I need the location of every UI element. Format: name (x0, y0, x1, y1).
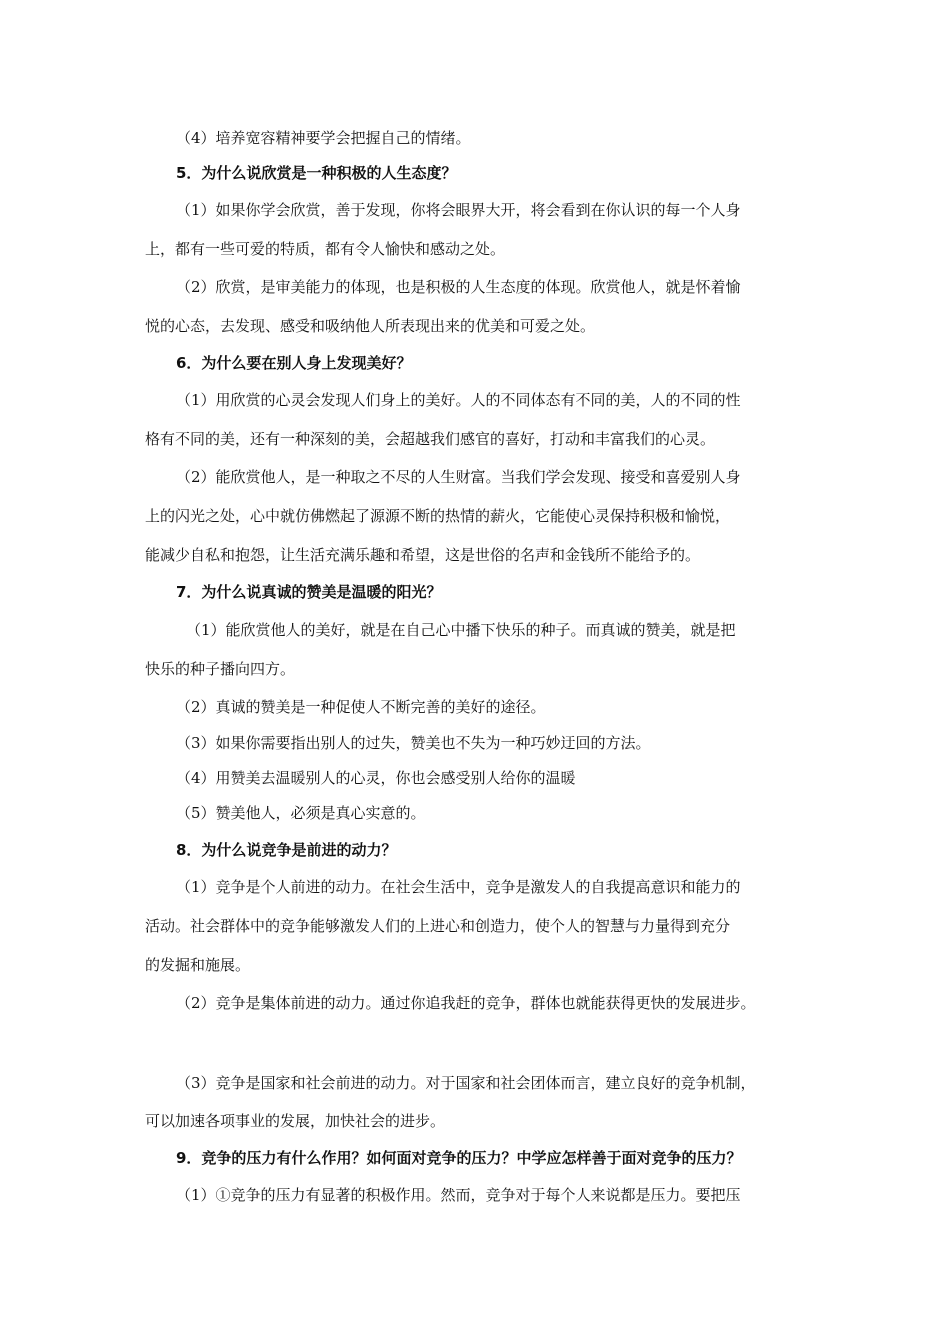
text-line: （2）竞争是集体前进的动力。通过你追我赶的竞争，群体也就能获得更快的发展进步。 (176, 994, 756, 1012)
text-line: （4）用赞美去温暖别人的心灵，你也会感受别人给你的温暖 (176, 769, 576, 787)
text-line: 可以加速各项事业的发展，加快社会的进步。 (145, 1112, 446, 1130)
text-line: 上，都有一些可爱的特质，都有令人愉快和感动之处。 (145, 240, 506, 258)
text-line: （2）真诚的赞美是一种促使人不断完善的美好的途径。 (176, 698, 546, 716)
text-line: （2）欣赏，是审美能力的体现，也是积极的人生态度的体现。欣赏他人，就是怀着愉 (176, 278, 741, 296)
text-line: 格有不同的美，还有一种深刻的美，会超越我们感官的喜好，打动和丰富我们的心灵。 (145, 430, 716, 448)
text-line: （2）能欣赏他人，是一种取之不尽的人生财富。当我们学会发现、接受和喜爱别人身 (176, 468, 741, 486)
text-line: 快乐的种子播向四方。 (145, 660, 296, 678)
text-line: （3）竞争是国家和社会前进的动力。对于国家和社会团体而言，建立良好的竞争机制， (176, 1074, 756, 1092)
question-heading-8: 8．为什么说竞争是前进的动力？ (176, 841, 397, 859)
text-line: （4）培养宽容精神要学会把握自己的情绪。 (176, 129, 471, 147)
text-line: 的发掘和施展。 (145, 956, 251, 974)
question-heading-6: 6．为什么要在别人身上发现美好？ (176, 354, 412, 372)
text-line: 上的闪光之处，心中就仿佛燃起了源源不断的热情的薪火，它能使心灵保持积极和愉悦， (145, 507, 731, 525)
question-heading-5: 5．为什么说欣赏是一种积极的人生态度？ (176, 164, 457, 182)
text-line: 活动。社会群体中的竞争能够激发人们的上进心和创造力，使个人的智慧与力量得到充分 (145, 917, 731, 935)
text-line: （1）竞争是个人前进的动力。在社会生活中，竞争是激发人的自我提高意识和能力的 (176, 878, 741, 896)
text-line: （1）能欣赏他人的美好，就是在自己心中播下快乐的种子。而真诚的赞美，就是把 (186, 621, 736, 639)
text-line: 能减少自私和抱怨，让生活充满乐趣和希望，这是世俗的名声和金钱所不能给予的。 (145, 546, 701, 564)
question-heading-7: 7．为什么说真诚的赞美是温暖的阳光？ (176, 583, 442, 601)
text-line: （1）用欣赏的心灵会发现人们身上的美好。人的不同体态有不同的美，人的不同的性 (176, 391, 741, 409)
text-line: 悦的心态，去发现、感受和吸纳他人所表现出来的优美和可爱之处。 (145, 317, 596, 335)
question-heading-9: 9．竞争的压力有什么作用？如何面对竞争的压力？中学应怎样善于面对竞争的压力？ (176, 1149, 742, 1167)
text-line: （1）①竞争的压力有显著的积极作用。然而，竞争对于每个人来说都是压力。要把压 (176, 1186, 741, 1204)
text-line: （5）赞美他人，必须是真心实意的。 (176, 804, 426, 822)
text-line: （1）如果你学会欣赏，善于发现，你将会眼界大开，将会看到在你认识的每一个人身 (176, 201, 741, 219)
text-line: （3）如果你需要指出别人的过失，赞美也不失为一种巧妙迂回的方法。 (176, 734, 651, 752)
